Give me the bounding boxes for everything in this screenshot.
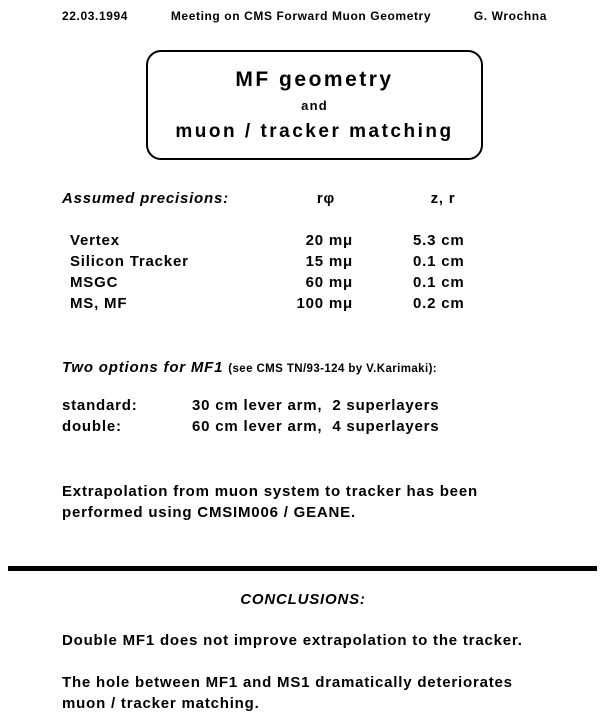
header-date: 22.03.1994 xyxy=(62,9,129,23)
precision-row-ms-mf xyxy=(0,293,606,314)
precision-row-rphi-value: 15 mμ xyxy=(305,253,353,270)
title-box xyxy=(146,50,483,160)
options-note: (see CMS TN/93-124 by V.Karimaki): xyxy=(228,363,438,375)
precision-row-rphi-value: 20 mμ xyxy=(305,232,353,249)
option-value: 60 cm lever arm, 4 superlayers xyxy=(192,418,440,435)
precision-row-zr-value: 0.1 cm xyxy=(413,274,465,291)
divider-line xyxy=(8,566,597,571)
precision-row-zr-value: 5.3 cm xyxy=(413,232,465,249)
precision-row-rphi-value: 100 mμ xyxy=(296,295,353,312)
option-row-double xyxy=(0,416,606,437)
conclusion-item-1: Double MF1 does not improve extrapolation to the tracker. xyxy=(62,632,523,649)
precision-row-msgc xyxy=(0,272,606,293)
precision-row-rphi-value: 60 mμ xyxy=(305,274,353,291)
precision-row-label: MS, MF xyxy=(70,295,128,312)
precision-row-zr-value: 0.2 cm xyxy=(413,295,465,312)
options-heading-line xyxy=(62,357,437,380)
precision-row-label: Vertex xyxy=(70,232,120,249)
precisions-column-zr: z, r xyxy=(430,190,456,207)
title-line-2: and xyxy=(301,97,328,113)
header-author: G. Wrochna xyxy=(473,9,547,23)
page-header xyxy=(62,9,547,23)
option-label: double: xyxy=(62,418,122,435)
header-title: Meeting on CMS Forward Muon Geometry xyxy=(170,9,432,23)
title-line-3: muon / tracker matching xyxy=(175,120,454,142)
precision-row-silicon-tracker xyxy=(0,251,606,272)
precision-row-label: Silicon Tracker xyxy=(70,253,189,270)
precisions-column-rphi: rφ xyxy=(316,190,336,207)
option-row-standard xyxy=(0,395,606,416)
conclusions-heading: CONCLUSIONS: xyxy=(240,591,366,608)
option-value: 30 cm lever arm, 2 superlayers xyxy=(192,397,440,414)
precision-row-zr-value: 0.1 cm xyxy=(413,253,465,270)
title-line-1: MF geometry xyxy=(235,67,394,91)
option-label: standard: xyxy=(62,397,138,414)
precisions-heading: Assumed precisions: xyxy=(62,190,229,207)
precision-row-vertex xyxy=(0,230,606,251)
options-heading: Two options for MF1 xyxy=(62,359,224,376)
conclusion-item-2: The hole between MF1 and MS1 dramatically deteriorates muon / tracker matching. xyxy=(62,674,513,712)
extrapolation-paragraph: Extrapolation from muon system to tracker has been performed using CMSIM006 / GEANE. xyxy=(62,483,478,521)
precision-row-label: MSGC xyxy=(70,274,119,291)
